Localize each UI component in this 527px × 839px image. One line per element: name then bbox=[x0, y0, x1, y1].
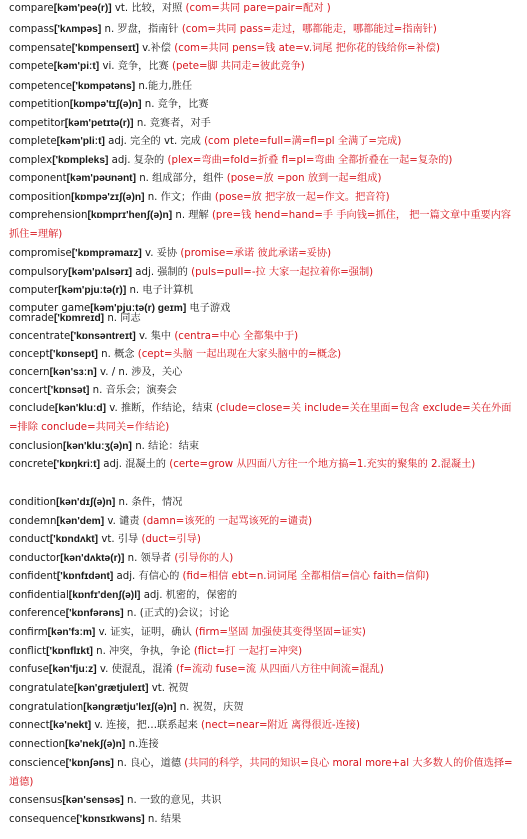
entry-conscience bbox=[9, 755, 519, 792]
entry-compete bbox=[9, 58, 519, 77]
headword: conclusion bbox=[9, 441, 64, 452]
entry-comrade bbox=[9, 310, 519, 329]
headword: conduct bbox=[9, 534, 50, 545]
entry-conclusion bbox=[9, 438, 519, 457]
entry-computer bbox=[9, 282, 519, 301]
entry-competition bbox=[9, 96, 519, 115]
definition: vt. 引导 bbox=[101, 534, 139, 545]
entry-conclude bbox=[9, 400, 519, 437]
entry-compromise bbox=[9, 245, 519, 264]
headword: conflict bbox=[9, 646, 47, 657]
headword: competitor bbox=[9, 118, 65, 129]
entry-competence bbox=[9, 78, 519, 97]
mnemonic-note: (引导你的人) bbox=[174, 553, 234, 564]
definition: vi. 竞争，比赛 bbox=[102, 61, 169, 72]
entry-connect bbox=[9, 717, 519, 736]
mnemonic-note: (pose=放 把字放一起=作文。把音符) bbox=[214, 192, 390, 203]
definition: n. 竞争，比赛 bbox=[144, 99, 209, 110]
mnemonic-note: (pre=钱 hend=hand=手 手向钱=抓住， 把一篇文章中重要内容抓住=理解) bbox=[9, 210, 512, 240]
phonetic: [kən'sɜːn] bbox=[49, 367, 97, 378]
headword: consequence bbox=[9, 814, 77, 825]
entry-concrete bbox=[9, 456, 519, 475]
mnemonic-note: (pose=放 =pon 放到一起=组成) bbox=[226, 173, 382, 184]
entry-connection bbox=[9, 736, 519, 755]
mnemonic-note: (puls=pull=-拉 大家一起拉着你=强制) bbox=[191, 267, 374, 278]
phonetic: ['kɒndʌkt] bbox=[49, 534, 99, 545]
entry-condition bbox=[9, 494, 519, 513]
mnemonic-note: (fid=相信 ebt=n.词词尾 全都相信=信心 faith=信仰) bbox=[182, 571, 430, 582]
phonetic: ['kʌmpəs] bbox=[54, 24, 102, 35]
definition: n. 良心，道德 bbox=[117, 758, 182, 769]
entry-conflict bbox=[9, 643, 519, 662]
phonetic: [kən'dem] bbox=[56, 516, 105, 527]
headword: confuse bbox=[9, 664, 49, 675]
mnemonic-note: (nect=near=附近 离得很近-连接) bbox=[201, 720, 360, 731]
mnemonic-note: (promise=承诺 彼此承诺=妥协) bbox=[180, 248, 332, 259]
headword: condition bbox=[9, 497, 57, 508]
definition: n. 一致的意见，共识 bbox=[126, 795, 222, 806]
entry-concept bbox=[9, 346, 519, 365]
headword: conductor bbox=[9, 553, 61, 564]
headword: confidential bbox=[9, 590, 69, 601]
headword: compensate bbox=[9, 43, 72, 54]
headword: competence bbox=[9, 81, 73, 92]
definition: n. 结论：结束 bbox=[135, 441, 200, 452]
definition: n. (正式的)会议；讨论 bbox=[126, 608, 230, 619]
phonetic: [kəm'pjuːtə(r)] bbox=[58, 285, 127, 296]
mnemonic-note: (共同的科学，共同的知识=良心 moral more+al 大多数人的价值选择=道德) bbox=[9, 758, 513, 788]
phonetic: [kɒnfɪ'denʃ(ə)l] bbox=[68, 590, 141, 601]
mnemonic-note: (certe=grow 从四面八方往一个地方搞=1.充实的聚集的 2.混凝土) bbox=[169, 459, 476, 470]
headword: complete bbox=[9, 136, 57, 147]
phonetic: [kən'dʌktə(r)] bbox=[60, 553, 125, 564]
definition: n. 音乐会；演奏会 bbox=[92, 385, 177, 396]
entry-condemn bbox=[9, 513, 519, 532]
phonetic: ['kɒnsəntreɪt] bbox=[70, 331, 136, 342]
entry-consequence bbox=[9, 811, 519, 830]
entry-conduct bbox=[9, 531, 519, 550]
entry-compensate bbox=[9, 40, 519, 59]
mnemonic-note: (com plete=full=满=fl=pl 全满了=完成) bbox=[204, 136, 402, 147]
headword: congratulation bbox=[9, 702, 84, 713]
definition: n.连接 bbox=[128, 739, 159, 750]
entry-compass bbox=[9, 21, 519, 40]
phonetic: ['kɒmreɪd] bbox=[53, 313, 105, 324]
phonetic: ['kɒnsɪkwəns] bbox=[76, 814, 145, 825]
phonetic: ['kɒnflɪkt] bbox=[46, 646, 93, 657]
phonetic: [kə'nekt] bbox=[49, 720, 92, 731]
phonetic: [kəm'pliːt] bbox=[56, 136, 105, 147]
phonetic: ['kɒnsept] bbox=[49, 349, 98, 360]
definition: n. 作文；作曲 bbox=[147, 192, 212, 203]
definition: n. 领导者 bbox=[127, 553, 172, 564]
phonetic: [kəm'petɪtə(r)] bbox=[64, 118, 134, 129]
entry-confident bbox=[9, 568, 519, 587]
definition: adj. 有信心的 bbox=[116, 571, 180, 582]
entry-competitor bbox=[9, 115, 519, 134]
definition: n. 冲突，争执，争论 bbox=[96, 646, 191, 657]
mnemonic-note: (duct=引导) bbox=[141, 534, 201, 545]
mnemonic-note: (pete=脚 共同走=彼此竞争) bbox=[171, 61, 305, 72]
mnemonic-note: (f=流动 fuse=流 从四面八方往中间流=混乱) bbox=[175, 664, 384, 675]
definition: n. 竞赛者，对手 bbox=[136, 118, 211, 129]
mnemonic-note: (cept=头脑 一起出现在大家头脑中的=概念) bbox=[137, 349, 342, 360]
phonetic: [kəm'pʌlsərɪ] bbox=[68, 267, 133, 278]
headword: computer bbox=[9, 285, 59, 296]
headword: conclude bbox=[9, 403, 55, 414]
entry-compulsory bbox=[9, 264, 519, 283]
headword: conscience bbox=[9, 758, 66, 769]
phonetic: [kəm'piːt] bbox=[53, 61, 100, 72]
mnemonic-note: (firm=坚固 加强使其变得坚固=证实) bbox=[195, 627, 366, 638]
phonetic: ['kɒnʃəns] bbox=[65, 758, 114, 769]
mnemonic-note: (com=共同 pens=钱 ate=v.词尾 把你花的钱给你=补偿) bbox=[174, 43, 440, 54]
mnemonic-note: (clude=close=关 include=关在里面=包含 exclude=关在外面=排除 conclude=共同关=作结论) bbox=[9, 403, 512, 433]
headword: complex bbox=[9, 155, 53, 166]
definition: n. 祝贺，庆贺 bbox=[179, 702, 244, 713]
definition: n. 理解 bbox=[175, 210, 209, 221]
definition: v. 证实，证明，确认 bbox=[98, 627, 192, 638]
phonetic: [kəngrætju'leɪʃ(ə)n] bbox=[83, 702, 177, 713]
definition: v. / n. 涉及，关心 bbox=[100, 367, 183, 378]
entry-conference bbox=[9, 605, 519, 624]
definition: n. 同志 bbox=[107, 313, 141, 324]
headword: condemn bbox=[9, 516, 57, 527]
definition: adj. 强制的 bbox=[135, 267, 188, 278]
headword: concept bbox=[9, 349, 50, 360]
definition: v.补偿 bbox=[142, 43, 171, 54]
phonetic: ['kɒnsət] bbox=[47, 385, 90, 396]
headword: confirm bbox=[9, 627, 48, 638]
phonetic: ['kɒmprəmaɪz] bbox=[71, 248, 142, 259]
headword: concert bbox=[9, 385, 48, 396]
headword: comrade bbox=[9, 313, 54, 324]
phonetic: ['kɒnfərəns] bbox=[65, 608, 124, 619]
entry-compare bbox=[9, 0, 519, 19]
mnemonic-note: (flict=打 一起打=冲突) bbox=[193, 646, 303, 657]
phonetic: [kɒmpə'zɪʃ(ə)n] bbox=[71, 192, 145, 203]
headword: compass bbox=[9, 24, 55, 35]
phonetic: [kə'nekʃ(ə)n] bbox=[65, 739, 126, 750]
entry-concern bbox=[9, 364, 519, 383]
phonetic: [kəm'peə(r)] bbox=[53, 3, 112, 14]
definition: vt. 祝贺 bbox=[151, 683, 189, 694]
headword: congratulate bbox=[9, 683, 74, 694]
phonetic: [kən'sensəs] bbox=[62, 795, 124, 806]
phonetic: ['kɒŋkriːt] bbox=[53, 459, 100, 470]
phonetic: ['kɒmpenseɪt] bbox=[71, 43, 139, 54]
definition: adj. 完全的 vt. 完成 bbox=[108, 136, 201, 147]
headword: composition bbox=[9, 192, 72, 203]
definition: v. 连接，把…联系起来 bbox=[94, 720, 198, 731]
phonetic: ['kɒmpleks] bbox=[52, 155, 109, 166]
mnemonic-note: (com=共同 pare=pair=配对 ) bbox=[185, 3, 331, 14]
phonetic: [kən'kluːd] bbox=[54, 403, 107, 414]
headword: consensus bbox=[9, 795, 63, 806]
headword: computer game bbox=[9, 303, 91, 314]
definition: v. 谴责 bbox=[107, 516, 140, 527]
definition: v. 推断，作结论，结束 bbox=[109, 403, 213, 414]
entry-congratulation bbox=[9, 699, 519, 718]
phonetic: [kən'fjuːz] bbox=[48, 664, 97, 675]
entry-component bbox=[9, 170, 519, 189]
definition: n.能力,胜任 bbox=[138, 81, 193, 92]
entry-congratulate bbox=[9, 680, 519, 699]
definition: adj. 机密的，保密的 bbox=[143, 590, 238, 601]
headword: concrete bbox=[9, 459, 54, 470]
headword: connection bbox=[9, 739, 66, 750]
phonetic: [kɒmprɪ'henʃ(ə)n] bbox=[87, 210, 173, 221]
mnemonic-note: (centra=中心 全都集中于) bbox=[174, 331, 299, 342]
entry-confidential bbox=[9, 587, 519, 606]
headword: conference bbox=[9, 608, 66, 619]
phonetic: ['kɒmpətəns] bbox=[72, 81, 136, 92]
headword: concern bbox=[9, 367, 50, 378]
definition: n. 条件，情况 bbox=[118, 497, 183, 508]
entry-complete bbox=[9, 133, 519, 152]
definition: v. 使混乱，混淆 bbox=[99, 664, 173, 675]
definition: adj. 复杂的 bbox=[111, 155, 165, 166]
definition: n. 电子计算机 bbox=[129, 285, 194, 296]
entry-conductor bbox=[9, 550, 519, 569]
entry-complex bbox=[9, 152, 519, 171]
definition: adj. 混凝土的 bbox=[103, 459, 166, 470]
phonetic: [kəm'pəʊnənt] bbox=[66, 173, 136, 184]
headword: comprehension bbox=[9, 210, 88, 221]
mnemonic-note: (plex=弯曲=fold=折叠 fl=pl=弯曲 全都折叠在一起=复杂的) bbox=[167, 155, 453, 166]
headword: compare bbox=[9, 3, 54, 14]
headword: compromise bbox=[9, 248, 72, 259]
entry-concert bbox=[9, 382, 519, 401]
phonetic: [kɒmpə'tɪʃ(ə)n] bbox=[69, 99, 142, 110]
mnemonic-note: (com=共同 pass=走过，哪都能走，哪都能过=指南针) bbox=[181, 24, 437, 35]
entry-composition bbox=[9, 189, 519, 208]
definition: n. 组成部分，组件 bbox=[139, 173, 224, 184]
headword: compulsory bbox=[9, 267, 69, 278]
definition: n. 概念 bbox=[101, 349, 135, 360]
phonetic: [kən'dɪʃ(ə)n] bbox=[56, 497, 116, 508]
definition: vt. 比较，对照 bbox=[114, 3, 183, 14]
definition: v. 妥协 bbox=[144, 248, 178, 259]
entry-confuse bbox=[9, 661, 519, 680]
phonetic: [kən'fɜːm] bbox=[47, 627, 96, 638]
definition: v. 集中 bbox=[138, 331, 172, 342]
entry-concentrate bbox=[9, 328, 519, 347]
definition: 电子游戏 bbox=[189, 303, 231, 314]
headword: connect bbox=[9, 720, 50, 731]
entry-confirm bbox=[9, 624, 519, 643]
phonetic: [kəm'pjuːtə(r) geɪm] bbox=[90, 303, 187, 314]
phonetic: [kən'kluːʒ(ə)n] bbox=[63, 441, 132, 452]
entry-comprehension bbox=[9, 207, 519, 244]
headword: confident bbox=[9, 571, 57, 582]
definition: n. 结果 bbox=[147, 814, 182, 825]
phonetic: ['kɒnfɪdənt] bbox=[56, 571, 114, 582]
mnemonic-note: (damn=该死的 一起骂该死的=谴责) bbox=[142, 516, 313, 527]
entry-consensus bbox=[9, 792, 519, 811]
phonetic: [kən'grætjuleɪt] bbox=[73, 683, 149, 694]
headword: competition bbox=[9, 99, 70, 110]
headword: component bbox=[9, 173, 67, 184]
headword: concentrate bbox=[9, 331, 71, 342]
headword: compete bbox=[9, 61, 54, 72]
definition: n. 罗盘，指南针 bbox=[104, 24, 179, 35]
